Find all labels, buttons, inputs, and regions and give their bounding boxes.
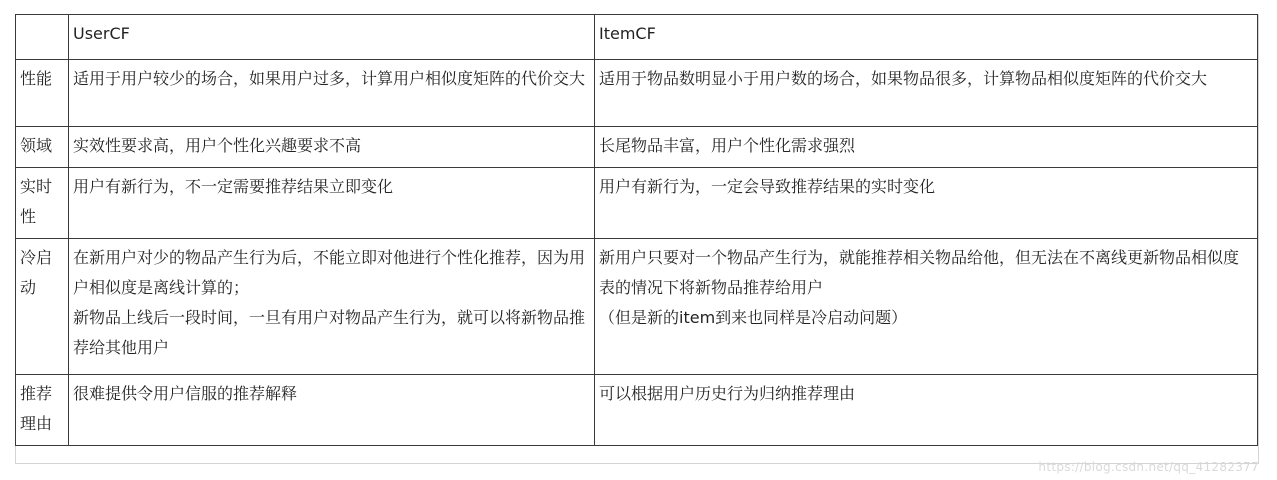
itemcf-cell-cold-start: [595, 239, 1258, 375]
usercf-text-reason: 很难提供令用户信服的推荐解释: [73, 384, 298, 403]
header-itemcf: ItemCF: [595, 15, 1258, 60]
itemcf-cell-domain: [595, 127, 1258, 168]
table-row-realtime: [16, 168, 1258, 239]
usercf-cell-reason: [69, 375, 595, 446]
row-label-cold-start: 冷启动: [16, 239, 69, 375]
watermark-text: https://blog.csdn.net/qq_41282377: [1038, 460, 1259, 474]
header-corner-cell: [16, 15, 69, 60]
table-row-domain: [16, 127, 1258, 168]
itemcf-cell-reason: [595, 375, 1258, 446]
usercf-text-cold-start-2: 新物品上线后一段时间，一旦有用户对物品产生行为，就可以将新物品推荐给其他用户: [73, 308, 586, 357]
usercf-cell-realtime: [69, 168, 595, 239]
itemcf-text-domain: 长尾物品丰富，用户个性化需求强烈: [599, 136, 856, 155]
itemcf-cell-performance: [595, 60, 1258, 127]
row-label-performance: 性能: [16, 60, 69, 127]
comparison-table: [15, 14, 1258, 446]
row-label-domain: 领域: [16, 127, 69, 168]
itemcf-text-reason: 可以根据用户历史行为归纳推荐理由: [599, 384, 856, 403]
row-label-realtime: 实时性: [16, 168, 69, 239]
usercf-cell-cold-start: [69, 239, 595, 375]
header-usercf: UserCF: [69, 15, 595, 60]
itemcf-text-cold-start-2: （但是新的item到来也同样是冷启动问题）: [599, 308, 908, 327]
row-label-reason: 推荐理由: [16, 375, 69, 446]
usercf-cell-domain: [69, 127, 595, 168]
itemcf-cell-realtime: [595, 168, 1258, 239]
table-row-performance: [16, 60, 1258, 127]
itemcf-text-cold-start-1: 新用户只要对一个物品产生行为，就能推荐相关物品给他，但无法在不离线更新物品相似度表的情况下将新物品推荐给用户: [599, 248, 1240, 297]
itemcf-text-realtime: 用户有新行为，一定会导致推荐结果的实时变化: [599, 177, 936, 196]
itemcf-text-performance: 适用于物品数明显小于用户数的场合，如果物品很多，计算物品相似度矩阵的代价交大: [599, 69, 1208, 88]
header-row: [16, 15, 1258, 60]
usercf-text-realtime: 用户有新行为，不一定需要推荐结果立即变化: [73, 177, 394, 196]
table-row-reason: [16, 375, 1258, 446]
usercf-text-performance: 适用于用户较少的场合，如果用户过多，计算用户相似度矩阵的代价交大: [73, 69, 586, 88]
table-row-cold-start: [16, 239, 1258, 375]
usercf-text-domain: 实效性要求高，用户个性化兴趣要求不高: [73, 136, 362, 155]
usercf-cell-performance: [69, 60, 595, 127]
usercf-text-cold-start-1: 在新用户对少的物品产生行为后，不能立即对他进行个性化推荐，因为用户相似度是离线计算的；: [73, 248, 586, 297]
